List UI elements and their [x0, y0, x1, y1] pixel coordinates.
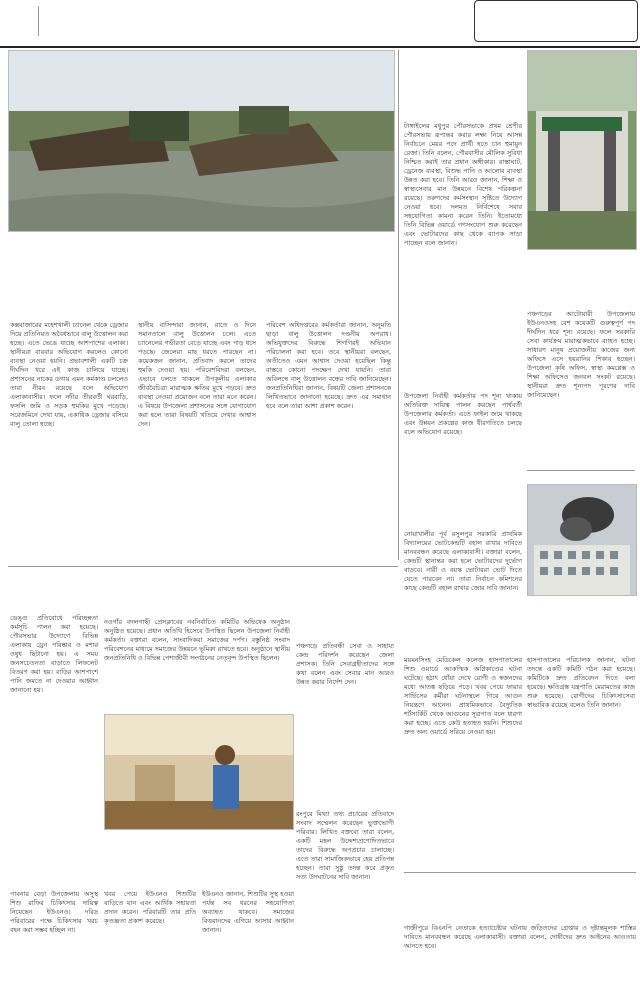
rafi-photo [104, 714, 294, 830]
rafi-body-col2: খবর পেয়ে ইউএনও শিশুটির বাড়িতে যান এবং আর্থিক সহায়তা প্রদান করেন। পরিবারটি তার প্রতি কৃতজ্ঞতা প্রকাশ করেছে। [104, 890, 196, 925]
disability-body: পঞ্চগড়ে প্রতিবন্ধী সেবা ও সাহায্য কেন্দ্র পরিদর্শন করেছেন জেলা প্রশাসক। তিনি সেবাগ্রহীতাদের সঙ্গে কথা বলেন এবং সেবার মান আরও উন্নত করার নির্দেশ দেন। [296, 642, 394, 686]
lead-body-col2: স্থানীয় বাসিন্দারা জানান, রাতে ও দিনে সমানতালে বালু উত্তোলন চলে। এতে চ্যানেলের গভীরতা বেড়ে যাচ্ছে এবং পাড় ধসে পড়ছে। জেলেরা মাছ ধরতে পারছেন না। কয়েকজন জানান, প্রতিবাদ করলে তাদের হুমকি দেওয়া হয়। পরিবেশবিদরা বলছেন, এভাবে চলতে থাকলে উপকূলীয় এলাকার জীববৈচিত্র্য মারাত্মক ক্ষতির মুখে পড়বে। দ্রুত ব্যবস্থা নেওয়া প্রয়োজন বলে তারা মনে করেন। এ বিষয়ে উপজেলা প্রশাসনের সঙ্গে যোগাযোগ করা হলে তারা বিষয়টি খতিয়ে দেখার আশ্বাস দেন। [138, 321, 256, 428]
masthead-divider [38, 6, 39, 36]
office-gate-image [528, 51, 636, 249]
column-divider [398, 50, 399, 560]
dengue-body: ডেঙ্গু প্রতিরোধে পরিচ্ছন্নতা কর্মসূচি পালন করা হয়েছে। পৌরসভার উদ্যোগে বিভিন্ন এলাকায় ড্রেন পরিষ্কার ও মশার ওষুধ ছিটানো হয়। এ সময় জনসচেতনতা বাড়াতে লিফলেট বিতরণ করা হয়। বাড়ির আশপাশে পানি জমতে না দেওয়ার আহ্বান জানানো হয়। [10, 614, 98, 694]
mymensingh-body-col1: ময়মনসিংহ মেডিকেল কলেজ হাসপাতালের শিশু ওয়ার্ডে আকস্মিক অগ্নিকাণ্ডের ঘটনা ঘটেছে। হঠাৎ ধোঁয়া দেখে রোগী ও স্বজনদের মধ্যে আতঙ্ক ছড়িয়ে পড়ে। খবর পেয়ে ফায়ার সার্ভিসের কর্মীরা ঘটনাস্থলে গিয়ে আগুন নিয়ন্ত্রণে আনেন। প্রাথমিকভাবে বৈদ্যুতিক শর্টসার্কিট থেকে আগুনের সূত্রপাত বলে ধারণা করা হচ্ছে। এতে কেউ হতাহত হয়নি। শিশুদের দ্রুত অন্য ওয়ার্ডে সরিয়ে নেওয়া হয়। [404, 656, 522, 736]
masthead [0, 0, 640, 48]
pressclub-body: নওগাঁর বদলগাছী প্রেসক্লাবের নবনির্বাচিত কমিটির অভিষেক অনুষ্ঠান অনুষ্ঠিত হয়েছে। প্রধান অতিথি হিসেবে উপস্থিত ছিলেন উপজেলা নির্বাহী কর্মকর্তা। বক্তারা বলেন, সাংবাদিকরা সমাজের দর্পণ। বস্তুনিষ্ঠ সংবাদ পরিবেশনের মাধ্যমে সমাজের উন্নয়নে ভূমিকা রাখতে হবে। অনুষ্ঠানে স্থানীয় জনপ্রতিনিধি ও বিভিন্ন পেশাজীবী সংগঠনের নেতৃবৃন্দ উপস্থিত ছিলেন। [104, 618, 290, 662]
lead-body-col3: পরিবেশ অধিদপ্তরের কর্মকর্তারা জানান, অনুমতি ছাড়া বালু উত্তোলন দণ্ডনীয় অপরাধ। অভিযুক্তদের বিরুদ্ধে শিগগিরই অভিযান পরিচালনা করা হবে। তবে স্থানীয়রা বলছেন, অতীতেও এমন আশ্বাস দেওয়া হয়েছিল কিন্তু বাস্তবে কোনো পদক্ষেপ দেখা যায়নি। তারা অবিলম্বে বালু উত্তোলন বন্ধের দাবি জানিয়েছেন। জনপ্রতিনিধিরা জানান, বিষয়টি জেলা প্রশাসনকে লিখিতভাবে জানানো হয়েছে। দ্রুত এর সমাধান হবে বলে তারা আশা প্রকাশ করেন। [266, 321, 391, 410]
hospital-fire-image [528, 485, 636, 595]
river-boats-image [9, 51, 394, 231]
uno-office-image [105, 715, 293, 829]
lead-body-col1: কক্সবাজারের মহেশখালী চ্যানেল থেকে ড্রেজার দিয়ে প্রতিনিয়ত অবৈধভাবে বালু উত্তোলন করা হচ্ছে। এতে ভেঙে যাচ্ছে আশপাশের এলাকা। স্থানীয়রা বারবার অভিযোগ করলেও কোনো ব্যবস্থা নেওয়া হয়নি। প্রভাবশালী একটি চক্র দীর্ঘদিন ধরে এই কাজ চালিয়ে যাচ্ছে। প্রশাসনের নাকের ডগায় এমন কর্মকাণ্ড চললেও তারা নীরব রয়েছে বলে অভিযোগ এলাকাবাসীর। ফলে নদীর তীরবর্তী ঘরবাড়ি, ফসলি জমি ও সড়ক হুমকির মুখে পড়েছে। সরেজমিনে দেখা যায়, একাধিক ড্রেজার বসিয়ে বালু তোলা হচ্ছে। [10, 321, 128, 428]
rafi-body-col3: ইউএনও জানান, শিশুটির সুস্থ হওয়া পর্যন্ত সব ধরনের সহযোগিতা অব্যাহত থাকবে। সমাজের বিত্তবানদের এগিয়ে আসার আহ্বান জানান। [202, 890, 294, 934]
journalist-body: রংপুরে মিথ্যা তথ্য প্রচারের প্রতিবাদে সংবাদ সম্মেলন করেছেন ভুক্তভোগী পরিবার। লিখিত বক্তব্যে তারা বলেন, একটি মহল উদ্দেশ্যপ্রণোদিতভাবে তাদের বিরুদ্ধে অপপ্রচার চালাচ্ছে। এতে তারা সামাজিকভাবে হেয় প্রতিপন্ন হচ্ছেন। তারা সুষ্ঠু তদন্ত করে প্রকৃত সত্য উদঘাটনের দাবি জানান। [296, 810, 394, 881]
rafi-body-col1: পাবনার বেড়া উপজেলায় অসুস্থ শিশু রাফির চিকিৎসার দায়িত্ব নিয়েছেন ইউএনও। দরিদ্র পরিবারের পক্ষে চিকিৎসার খরচ বহন করা সম্ভব হচ্ছিল না। [10, 890, 98, 934]
lead-photo [8, 50, 395, 232]
ataiyari-photo [527, 50, 637, 250]
school-body-cont: উপজেলা নির্বাহী কর্মকর্তার পদ শূন্য থাকায় অতিরিক্ত দায়িত্ব পালন করছেন পার্শ্ববর্তী উপজেলার কর্মকর্তা। এতে ফাইল জমে থাকছে এবং উন্নয়ন প্রকল্পের কাজ ধীরগতিতে চলছে বলে অভিযোগ রয়েছে। [404, 392, 522, 436]
ataiyari-body: পঞ্চগড়ের আটোয়ারী উপজেলায় ইউএনওসহ বেশ কয়েকটি গুরুত্বপূর্ণ পদ দীর্ঘদিন ধরে শূন্য রয়েছে। ফলে সরকারি সেবা কার্যক্রম মারাত্মকভাবে ব্যাহত হচ্ছে। সাধারণ মানুষ প্রয়োজনীয় কাজের জন্য অফিসে এসে হয়রানির শিকার হচ্ছেন। উপজেলা কৃষি অফিস, স্বাস্থ্য কমপ্লেক্স ও শিক্ষা অফিসেও জনবল সংকট রয়েছে। স্থানীয়রা দ্রুত শূন্যপদ পূরণের দাবি জানিয়েছেন। [527, 310, 635, 399]
school-body: টাঙ্গাইলের মধুপুর পৌরসভাকে প্রথম শ্রেণীর পৌরসভায় রূপান্তর করার লক্ষ্য নিয়ে আসন্ন নির্বাচনে মেয়র পদে প্রার্থী হতে চান হুমায়ুন রেজা। তিনি বলেন, পৌরবাসীর মৌলিক সুবিধা নিশ্চিত করাই তার প্রধান অঙ্গীকার। রাস্তাঘাট, ড্রেনেজ ব্যবস্থা, বিশুদ্ধ পানি ও আলোর ব্যবস্থা উন্নত করা হবে। তিনি আরও জানান, শিক্ষা ও স্বাস্থ্যসেবার মান উন্নয়নে বিশেষ পরিকল্পনা রয়েছে। তরুণদের কর্মসংস্থান সৃষ্টিতে উদ্যোগ নেওয়া হবে। দলমত নির্বিশেষে সবার সহযোগিতা কামনা করেন তিনি। ইতোমধ্যে তিনি বিভিন্ন ওয়ার্ডে গণসংযোগ শুরু করেছেন এবং ভোটারদের কাছ থেকে ব্যাপক সাড়া পাচ্ছেন বলে জানান। [404, 122, 522, 247]
purba-body: নোয়াখালীর পূর্ব রসুলপুর সরকারি প্রাথমিক বিদ্যালয়ের ভোটকেন্দ্রটি বহাল রাখার দাবিতে মানববন্ধন করেছে এলাকাবাসী। বক্তারা বলেন, কেন্দ্রটি স্থানান্তর করা হলে ভোটারদের দুর্ভোগ বাড়বে। নারী ও বয়স্ক ভোটাররা ভোট দিতে যেতে পারবেন না। তারা নির্বাচন কমিশনের কাছে কেন্দ্রটি বহাল রাখার জোর দাবি জানান। [404, 530, 522, 592]
fire-photo [527, 484, 637, 596]
section-name [474, 0, 638, 42]
mymensingh-body-col2: হাসপাতালের পরিচালক জানান, ঘটনা তদন্তে একটি কমিটি গঠন করা হয়েছে। কমিটিকে দ্রুত প্রতিবেদন দিতে বলা হয়েছে। ক্ষতিগ্রস্ত যন্ত্রপাতি মেরামতের কাজ শুরু হয়েছে। রোগীদের চিকিৎসাসেবা স্বাভাবিক রয়েছে বলেও তিনি জানান। [527, 656, 635, 709]
bnp-body: গাজীপুরে বিএনপি নেতাকে হত্যাচেষ্টার ঘটনায় জড়িতদের গ্রেপ্তার ও দৃষ্টান্তমূলক শাস্তির দাবিতে মানববন্ধন করেছে এলাকাবাসী। বক্তারা বলেন, দোষীদের দ্রুত আইনের আওতায় আনতে হবে। [404, 924, 636, 950]
